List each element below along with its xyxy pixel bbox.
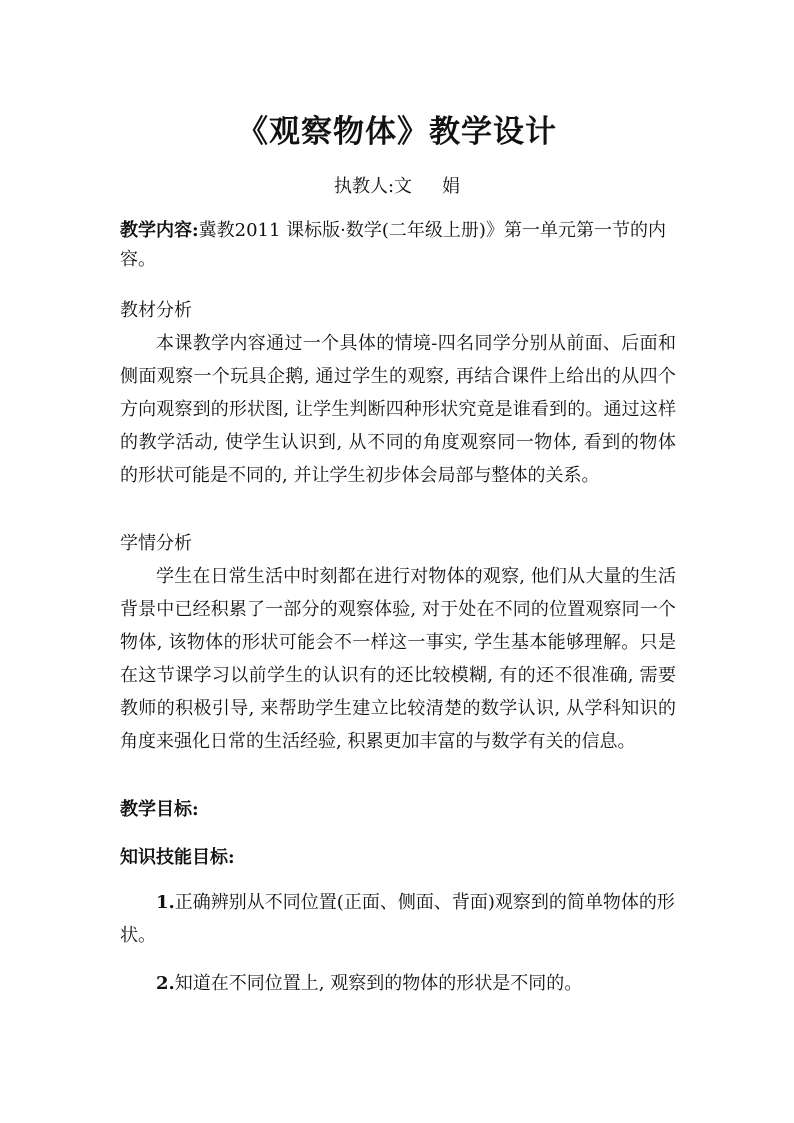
teaching-content	[120, 216, 676, 274]
goal-item-number: 1.	[156, 892, 175, 913]
teacher-name-tail: 娟	[442, 176, 461, 197]
teaching-content-text: 冀教2011 课标版·数学(二年级上册)》第一单元第一节的内容。	[120, 220, 666, 270]
goal-item	[120, 886, 676, 952]
textbook-analysis-body: 本课教学内容通过一个具体的情境-四名同学分别从前面、后面和侧面观察一个玩具企鹅, 通过学生的观察, 再结合课件上给出的从四个方向观察到的形状图, 让学生判断四种形状究竟是谁看到的。通过这样的教学活动, 使学生认识到, 从不同的角度观察同一物体, 看到的物体的形状可能是不同的, 并让学生初步体会局部与整体的关系。	[120, 333, 676, 486]
teaching-goals-heading: 教学目标:	[120, 799, 199, 820]
textbook-analysis-heading: 教材分析	[120, 300, 192, 321]
goal-item	[120, 967, 676, 1000]
knowledge-skill-goals-heading: 知识技能目标:	[120, 847, 235, 868]
goal-item-number: 2.	[156, 973, 175, 994]
student-analysis-heading: 学情分析	[120, 533, 192, 554]
teacher-label: 执教人:文	[333, 176, 413, 197]
student-analysis-body: 学生在日常生活中时刻都在进行对物体的观察, 他们从大量的生活背景中已经积累了一部分的观察体验, 对于处在不同的位置观察同一个物体, 该物体的形状可能会不一样这一事实, 学生基本能够理解。只是在这节课学习以前学生的认识有的还比较模糊, 有的还不很准确, 需要教师的积极引导, 来帮助学生建立比较清楚的数学认识, 从学科知识的角度来强化日常的生活经验, 积累更加丰富的与数学有关的信息。	[120, 566, 676, 752]
teacher-line	[0, 172, 794, 198]
teaching-content-label: 教学内容:	[120, 220, 199, 241]
goal-item-text: 正确辨别从不同位置(正面、侧面、背面)观察到的简单物体的形状。	[120, 892, 675, 946]
goal-item-text: 知道在不同位置上, 观察到的物体的形状是不同的。	[174, 973, 583, 994]
document-title: 《观察物体》教学设计	[237, 114, 557, 150]
